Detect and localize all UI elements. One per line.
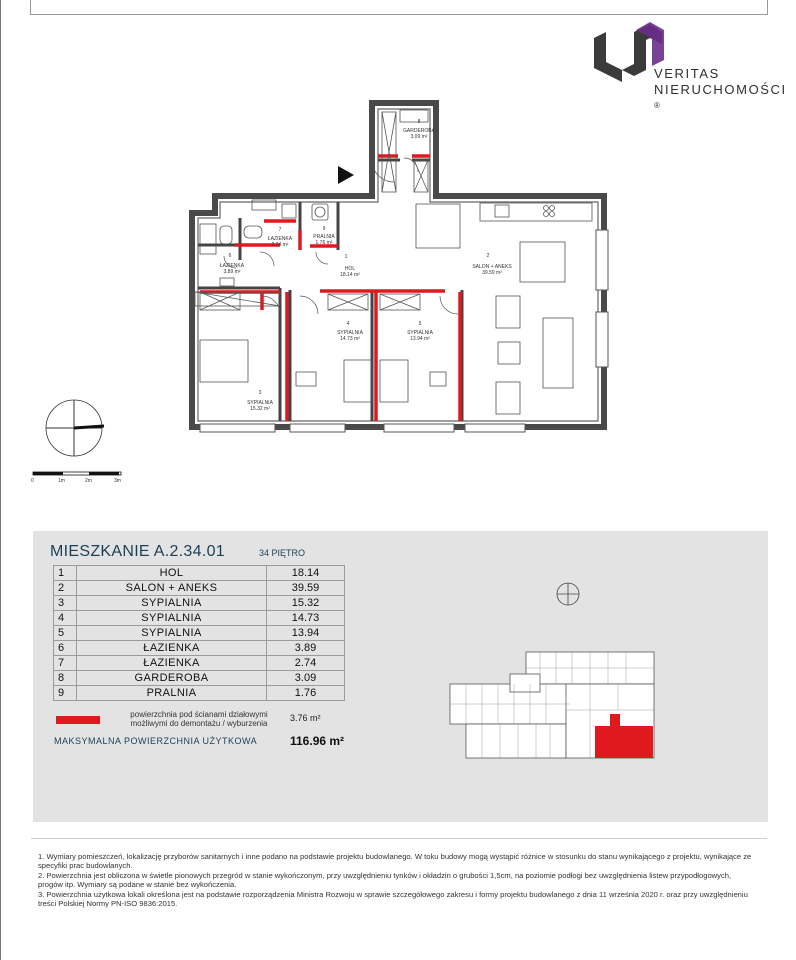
table-row <box>54 581 345 596</box>
label-pralnia: PRALNIA <box>313 234 335 240</box>
scale-0: 0 <box>31 478 34 484</box>
room-area: 39.59 <box>267 581 345 596</box>
footnotes <box>38 852 758 908</box>
label-n5: 5 <box>418 321 422 327</box>
room-area: 13.94 <box>267 626 345 641</box>
room-area: 15.32 <box>267 596 345 611</box>
room-name: SYPIALNIA <box>77 596 267 611</box>
table-row <box>54 656 345 671</box>
room-num: 4 <box>54 611 77 626</box>
room-num: 5 <box>54 626 77 641</box>
scale-bar <box>31 472 121 484</box>
label-syp3: SYPIALNIA <box>247 400 273 406</box>
label-lazienka6: ŁAZIENKA <box>219 263 245 269</box>
label-salon-area: 39.59 m² <box>482 270 502 276</box>
entrance-arrow-icon <box>338 166 354 184</box>
table-row <box>54 596 345 611</box>
label-salon: SALON + ANEKS <box>472 264 512 270</box>
label-n7: 7 <box>278 227 282 233</box>
room-num: 2 <box>54 581 77 596</box>
room-area: 1.76 <box>267 686 345 701</box>
wardrobes <box>195 110 428 310</box>
removable-wall-swatch <box>56 716 100 724</box>
room-area: 18.14 <box>267 566 345 581</box>
brand-line2: NIERUCHOMOŚCI <box>654 82 787 97</box>
room-num: 8 <box>54 671 77 686</box>
label-hol-area: 18.14 m² <box>340 272 360 278</box>
room-area: 3.09 <box>267 671 345 686</box>
room-name: SYPIALNIA <box>77 611 267 626</box>
footnote-2: 2. Powierzchnia jest obliczona w świetle pionowych przegród w stanie wykończonym, przy uwzględnieniu tynków i okładzin o grubości 1,5cm, na poziomie podłogi bez uwzględnienia listew przypodłogowych, progów itp. Wymiary są podane w stanie bez wykończenia. <box>38 870 732 890</box>
room-name: ŁAZIENKA <box>77 656 267 671</box>
room-area: 3.89 <box>267 641 345 656</box>
room-name: ŁAZIENKA <box>77 641 267 656</box>
label-syp4-area: 14.73 m² <box>340 336 360 342</box>
label-n4: 4 <box>346 321 350 327</box>
table-row <box>54 641 345 656</box>
label-syp5: SYPIALNIA <box>407 330 433 336</box>
room-num: 9 <box>54 686 77 701</box>
separator <box>31 838 767 839</box>
scale-3m: 3m <box>114 478 121 484</box>
label-lazienka7-area: 2.74 m² <box>271 242 289 248</box>
label-n3: 3 <box>258 390 262 396</box>
label-lazienka7: ŁAZIENKA <box>267 236 293 242</box>
apartment-highlight <box>595 726 653 758</box>
table-row <box>54 626 345 641</box>
brand-line1: VERITAS <box>654 66 720 81</box>
label-pralnia-area: 1.76 m² <box>315 240 333 246</box>
room-name: GARDEROBA <box>77 671 267 686</box>
label-garderoba: GARDEROBA <box>403 128 435 134</box>
label-hol: HOL <box>344 266 356 272</box>
room-num: 7 <box>54 656 77 671</box>
footnote-1: 1. Wymiary pomieszczeń, lokalizację przyborów sanitarnych i inne podano na podstawie projektu budowlanego. W toku budowy mogą wystąpić różnice w stosunku do stanu wynikającego z projektu, wynikające ze specyfiki prac budowlanych. <box>38 852 752 871</box>
outer-walls <box>192 103 604 427</box>
label-n9: 9 <box>322 226 326 232</box>
table-row <box>54 611 345 626</box>
max-area-value: 116.96 m² <box>290 734 345 748</box>
room-name: SALON + ANEKS <box>77 581 267 596</box>
room-num: 3 <box>54 596 77 611</box>
label-syp5-area: 13.94 m² <box>410 336 430 342</box>
label-syp4: SYPIALNIA <box>337 330 363 336</box>
max-area-label: MAKSYMALNA POWIERZCHNIA UŻYTKOWA <box>54 736 258 746</box>
compass-icon <box>46 400 104 456</box>
key-compass-icon <box>557 583 579 605</box>
room-name: SYPIALNIA <box>77 626 267 641</box>
label-garderoba-area: 3.09 m² <box>410 134 428 140</box>
label-lazienka6-area: 3.89 m² <box>223 269 241 275</box>
table-row <box>54 671 345 686</box>
furniture <box>200 200 592 414</box>
room-labels <box>220 119 512 412</box>
room-name: PRALNIA <box>77 686 267 701</box>
room-name: HOL <box>77 566 267 581</box>
legend-value: 3.76 m² <box>290 713 321 723</box>
room-num: 6 <box>54 641 77 656</box>
label-syp3-area: 15.32 m² <box>250 406 270 412</box>
room-area: 14.73 <box>267 611 345 626</box>
scale-1m: 1m <box>58 478 65 484</box>
apartment-title: MIESZKANIE A.2.34.01 <box>50 543 225 560</box>
label-n2: 2 <box>486 253 490 259</box>
label-n6: 6 <box>228 253 232 259</box>
table-row <box>54 566 345 581</box>
building-key-plan <box>440 570 670 770</box>
floor-label: 34 PIĘTRO <box>259 548 306 558</box>
room-num: 1 <box>54 566 77 581</box>
table-row <box>54 686 345 701</box>
registered-mark: ® <box>654 101 662 110</box>
label-n8: 8 <box>417 119 421 125</box>
footnote-3: 3. Powierzchnia użytkowa lokali określona jest na podstawie rozporządzenia Ministra Rozwoju w sprawie szczegółowego zakresu i formy projektu budowlanego z dnia 11 września 2020 r. oraz przy uwzględnieniu treści Polskiej Normy PN-ISO 9836:2015. <box>38 889 748 909</box>
legend-text: powierzchnia pod ścianami działowymi możliwymi do demontażu / wyburzenia <box>130 710 268 728</box>
label-n1: 1 <box>344 254 348 260</box>
scale-2m: 2m <box>85 478 92 484</box>
rooms-table <box>53 565 345 701</box>
room-area: 2.74 <box>267 656 345 671</box>
